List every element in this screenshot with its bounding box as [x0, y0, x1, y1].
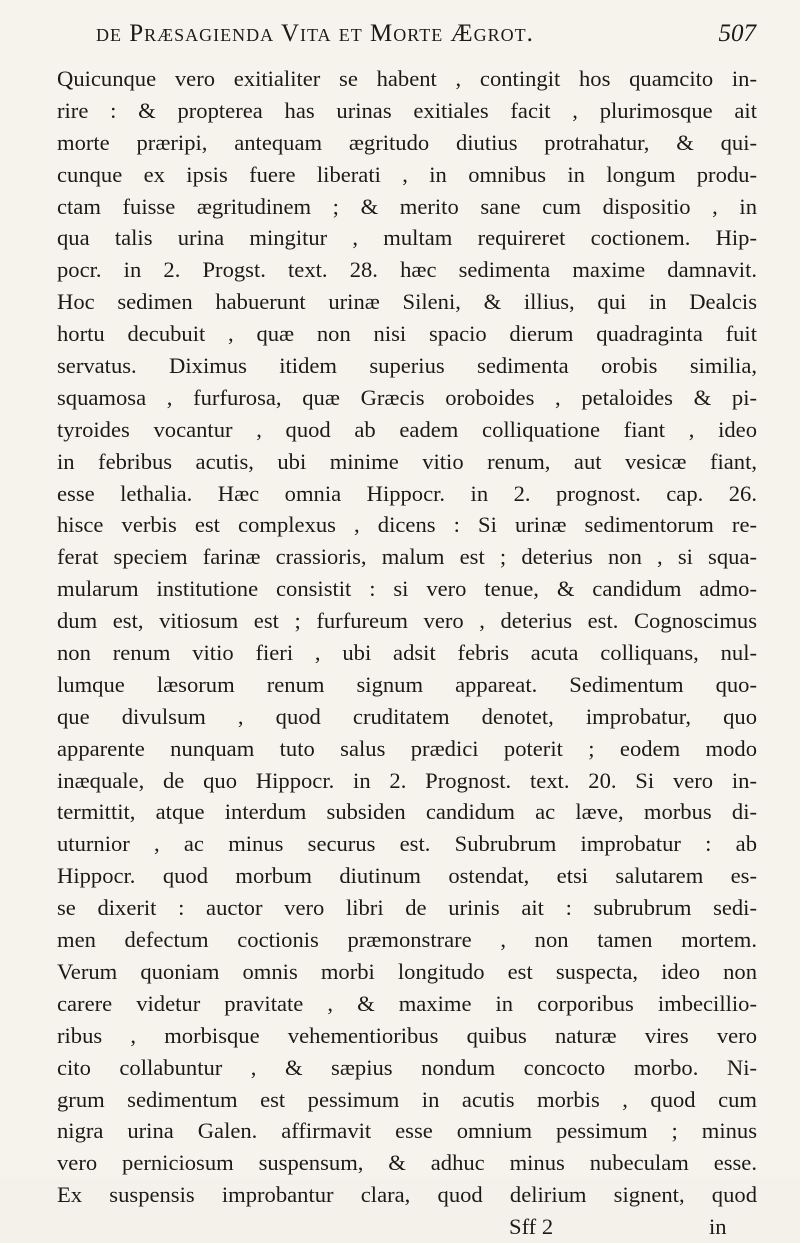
text-line: uturnior , ac minus securus est. Subrubrum improbatur : ab [57, 831, 757, 857]
text-line: Ex suspensis improbantur clara, quod delirium signent, quod [57, 1182, 757, 1208]
text-line: Quicunque vero exitialiter se habent , contingit hos quamcito in- [57, 66, 757, 91]
text-line: ferat speciem farinæ crassioris, malum est ; deterius non , si squa- [57, 544, 757, 570]
text-line: pocr. in 2. Progst. text. 28. hæc sedimenta maxime damnavit. [57, 257, 757, 283]
text-line: nigra urina Galen. affirmavit esse omnium pessimum ; minus [57, 1118, 757, 1144]
signature-mark: Sff 2 [509, 1214, 554, 1240]
text-line: non renum vitio fieri , ubi adsit febris acuta colliquans, nul- [57, 640, 757, 666]
text-line: hortu decubuit , quæ non nisi spacio dierum quadraginta fuit [57, 321, 757, 347]
text-line: vero perniciosum suspensum, & adhuc minus nubeculam esse. [57, 1150, 757, 1176]
text-line: se dixerit : auctor vero libri de urinis ait : subrubrum sedi- [57, 895, 757, 921]
page-number: 507 [718, 20, 756, 47]
text-line: morte præripi, antequam ægritudo diutius protrahatur, & qui- [57, 129, 757, 155]
text-line: in febribus acutis, ubi minime vitio renum, aut vesicæ fiant, [57, 448, 757, 474]
text-line: squamosa , furfurosa, quæ Græcis oroboides , petaloides & pi- [57, 384, 757, 410]
text-line: ribus , morbisque vehementioribus quibus naturæ vires vero [57, 1022, 757, 1048]
text-line: ctam fuisse ægritudinem ; & merito sane cum dispositio , in [57, 193, 757, 219]
catchword: in [709, 1214, 727, 1240]
text-line: Hoc sedimen habuerunt urinæ Sileni, & illius, qui in Dealcis [57, 289, 757, 315]
text-line: mularum institutione consistit : si vero tenue, & candidum admo- [57, 576, 757, 602]
text-line: dum est, vitiosum est ; furfureum vero , deterius est. Cognoscimus [57, 608, 757, 634]
running-head [96, 20, 756, 60]
footer-line [57, 1211, 757, 1243]
text-line: carere videtur pravitate , & maxime in corporibus imbecillio- [57, 990, 757, 1016]
text-line: hisce verbis est complexus , dicens : Si urinæ sedimentorum re- [57, 512, 757, 538]
text-line: men defectum coctionis præmonstrare , non tamen mortem. [57, 927, 757, 953]
text-line: tyroides vocantur , quod ab eadem colliquatione fiant , ideo [57, 416, 757, 442]
text-line: Verum quoniam omnis morbi longitudo est suspecta, ideo non [57, 958, 757, 984]
text-line: lumque læsorum renum signum appareat. Sedimentum quo- [57, 671, 757, 697]
text-line: servatus. Diximus itidem superius sedimenta orobis similia, [57, 353, 757, 379]
text-line: termittit, atque interdum subsiden candidum ac læve, morbus di- [57, 799, 757, 825]
body-text [57, 63, 757, 1243]
text-line: qua talis urina mingitur , multam requireret coctionem. Hip- [57, 225, 757, 251]
text-line: rire : & propterea has urinas exitiales facit , plurimosque ait [57, 97, 757, 123]
text-line: cito collabuntur , & sæpius nondum concocto morbo. Ni- [57, 1054, 757, 1080]
text-line: apparente nunquam tuto salus prædici poterit ; eodem modo [57, 735, 757, 761]
text-line: que divulsum , quod cruditatem denotet, improbatur, quo [57, 703, 757, 729]
running-title: de Præsagienda Vita et Morte Ægrot. [96, 20, 534, 47]
text-line: grum sedimentum est pessimum in acutis morbis , quod cum [57, 1086, 757, 1112]
text-line: inæquale, de quo Hippocr. in 2. Prognost. text. 20. Si vero in- [57, 767, 757, 793]
text-line: esse lethalia. Hæc omnia Hippocr. in 2. prognost. cap. 26. [57, 480, 757, 506]
text-line: Hippocr. quod morbum diutinum ostendat, etsi salutarem es- [57, 863, 757, 889]
text-line: cunque ex ipsis fuere liberati , in omnibus in longum produ- [57, 161, 757, 187]
